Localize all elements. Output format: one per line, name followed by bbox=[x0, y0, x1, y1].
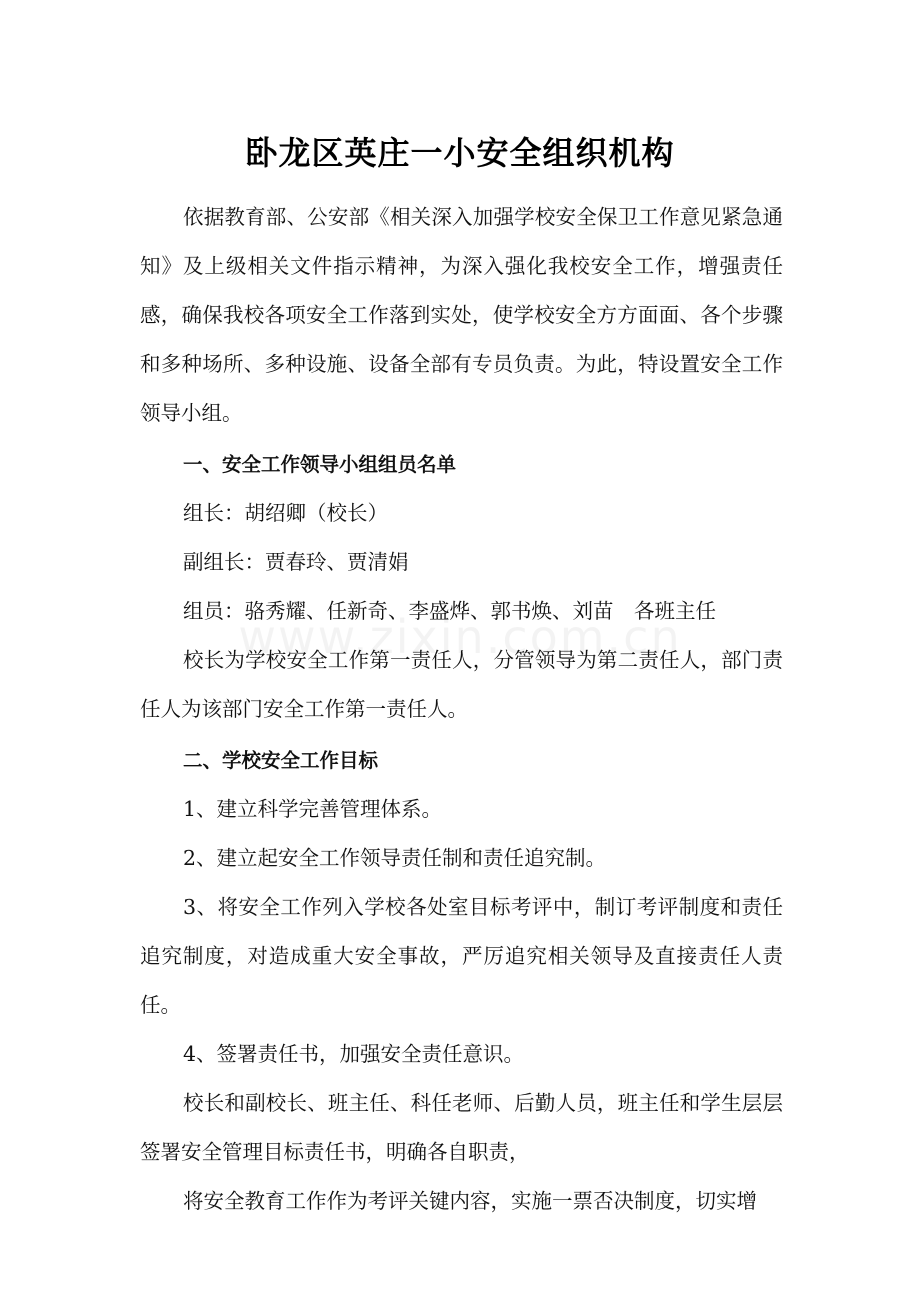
deputy-leader-line: 副组长：贾春玲、贾清娟 bbox=[183, 550, 409, 574]
goal-item-1: 1、建立科学完善管理体系。 bbox=[183, 797, 443, 821]
intro-paragraph: 依据教育部、公安部《相关深入加强学校安全保卫工作意见紧急通知》及上级相关文件指示精神，为深入强化我校安全工作，增强责任感，确保我校各项安全工作落到实处，使学校安全方方面面、各个步骤和多种场所、多种设施、设备全部有专员负责。为此，特设置安全工作领导小组。 bbox=[140, 205, 783, 425]
goal-item-2: 2、建立起安全工作领导责任制和责任追究制。 bbox=[183, 846, 607, 870]
leader-line: 组长：胡绍卿（校长） bbox=[183, 501, 388, 525]
responsibility-paragraph: 校长为学校安全工作第一责任人，分管领导为第二责任人，部门责任人为该部门安全工作第一责任人。 bbox=[140, 648, 783, 721]
document-body bbox=[140, 193, 783, 1226]
evaluation-paragraph: 将安全教育工作作为考评关键内容，实施一票否决制度，切实增 bbox=[183, 1189, 757, 1213]
signing-paragraph: 校长和副校长、班主任、科任老师、后勤人员，班主任和学生层层签署安全管理目标责任书，明确各自职责， bbox=[140, 1091, 783, 1164]
page-title: 卧龙区英庄一小安全组织机构 bbox=[245, 134, 675, 172]
goal-item-4: 4、签署责任书，加强安全责任意识。 bbox=[183, 1042, 525, 1066]
section-heading-1: 一、安全工作领导小组组员名单 bbox=[183, 453, 457, 476]
members-line: 组员：骆秀耀、任新奇、李盛烨、郭书焕、刘苗 各班主任 bbox=[183, 599, 716, 623]
goal-item-3: 3、将安全工作列入学校各处室目标考评中，制订考评制度和责任追究制度，对造成重大安全事故，严厉追究相关领导及直接责任人责任。 bbox=[140, 895, 783, 1017]
section-heading-2: 二、学校安全工作目标 bbox=[183, 749, 379, 772]
